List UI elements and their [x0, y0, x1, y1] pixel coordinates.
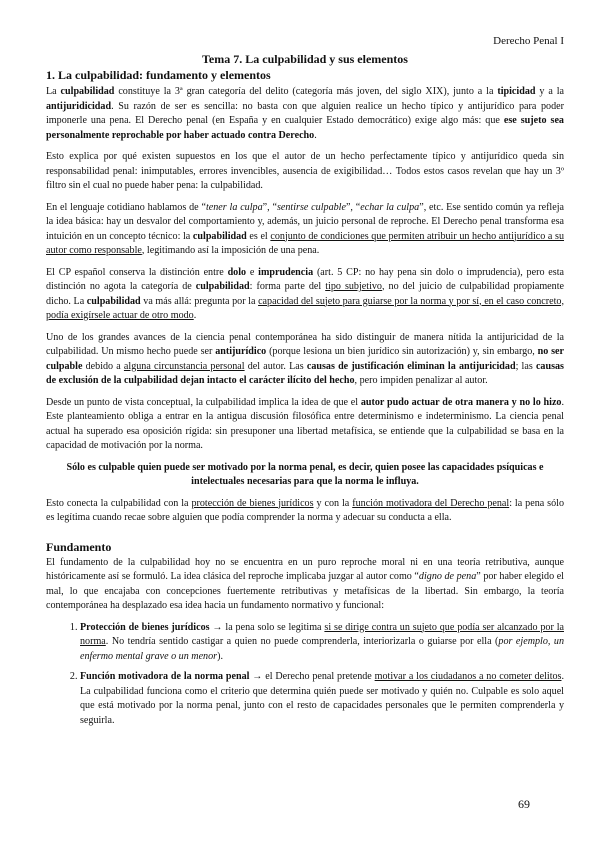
- document-title: Tema 7. La culpabilidad y sus elementos: [202, 52, 408, 66]
- paragraph-5: Uno de los grandes avances de la ciencia penal contemporánea ha sido distinguir de manera nítida la antijuricidad de la culpabilidad. Un mismo hecho puede ser antijurídico (porque lesiona un bien jurídico sin autorización) y, sin embargo, no ser culpable debido a alguna circunstancia personal del autor. Las causas de justificación eliminan la antijuricidad; las causas de exclusión de la culpabilidad dejan intacto el carácter ilícito del hecho, pero impiden penalizar al autor.: [46, 331, 564, 386]
- paragraph-3: En el lenguaje cotidiano hablamos de “tener la culpa”, “sentirse culpable”, “echar la culpa”, etc. Ese sentido común ya refleja la idea básica: hay un desvalor del comportamiento y, además, un juicio personal de reproche. El Derecho penal transforma esa intuición en un concepto técnico: la culpabilidad es el conjunto de condiciones que permiten atribuir un hecho antijurídico a su autor como responsable, legitimando así la imposición de una pena.: [46, 201, 565, 256]
- fundamento-paragraph: El fundamento de la culpabilidad hoy no se encuentra en un puro reproche moral ni en una teoría retributiva, aunque históricamente así se formuló. La idea clásica del reproche implicaba juzgar al autor como “digno de pena” por haber elegido el mal, lo que encajaba con concepciones fuertemente retributivas y metafísicas de la libertad. Sin embargo, la teoría contemporánea ha desplazado esa idea hacia un fundamento normativo y funcional:: [46, 556, 564, 611]
- paragraph-4: El CP español conserva la distinción entre dolo e imprudencia (art. 5 CP: no hay pena sin dolo o imprudencia), pero esta distinción no agota la categoría de culpabilidad: forma parte del tipo subjetivo, no del juicio de culpabilidad propiamente dicho. La culpabilidad va más allá: pregunta por la capacidad del sujeto para guiarse por la norma y por sí, en el caso concreto, podía exigírsele actuar de otro modo.: [46, 266, 564, 321]
- list-item: 1. Protección de bienes jurídicos → la pena solo se legitima si se dirige contra un sujeto que podía ser alcanzado por la norma. No tendría sentido castigar a quien no puede comprenderla, interiorizarla o guiarse por ella (por ejemplo, un enfermo mental grave o un menor).: [80, 621, 564, 665]
- paragraph-2: Esto explica por qué existen supuestos en los que el autor de un hecho perfectamente típico y antijurídico queda sin responsabilidad penal: inimputables, errores invencibles, ausencia de exigibilidad… Todos estos casos revelan que hay un 3º filtro sin el cual no puede haber pena: la culpabilidad.: [46, 151, 564, 191]
- page-content: [46, 52, 564, 734]
- paragraph-6: Desde un punto de vista conceptual, la culpabilidad implica la idea de que el autor pudo actuar de otra manera y no lo hizo. Este planteamiento obliga a entrar en la antigua discusión filosófica entre determinismo e indeterminismo. La ciencia penal actual ha superado esa oposición rígida: sin presuponer una libertad metafísica, se entiende que la culpabilidad se basa en la capacidad de motivación por la norma.: [46, 396, 565, 451]
- running-header: Derecho Penal I: [493, 35, 564, 47]
- page-number: 69: [518, 797, 530, 811]
- list-item: 2. Función motivadora de la norma penal → el Derecho penal pretende motivar a los ciudadanos a no cometer delitos. La culpabilidad funciona como el criterio que determina quién puede ser motivado y quién no. Culpable es solo aquel que está motivado por la norma penal, junto con el resto de capacidades personales que le permiten comprenderla y seguirla.: [80, 670, 564, 728]
- section-heading-culpabilidad: 1. La culpabilidad: fundamento y elementos: [46, 68, 271, 82]
- highlight-statement: Sólo es culpable quien puede ser motivado por la norma penal, es decir, quien posee las capacidades psíquicas e intelectuales necesarias para que la norma le influya.: [66, 461, 544, 487]
- fundamento-list: [46, 621, 564, 729]
- paragraph-1: La culpabilidad constituye la 3ª gran categoría del delito (categoría más joven, del siglo XIX), junto a la tipicidad y a la antijuridicidad. Su razón de ser es sencilla: no basta con que alguien realice un hecho típico y antijurídico para poder imponerle una pena. El Derecho penal (en España y en cualquier Estado democrático) exige algo más: que ese sujeto sea personalmente reprochable por haber actuado contra Derecho.: [46, 86, 564, 141]
- section-heading-fundamento: Fundamento: [46, 539, 112, 554]
- paragraph-7: Esto conecta la culpabilidad con la protección de bienes jurídicos y con la función motivadora del Derecho penal: la pena sólo es legítima cuando recae sobre alguien que podía comprender la norma y adecuar su conducta a ella.: [46, 497, 564, 523]
